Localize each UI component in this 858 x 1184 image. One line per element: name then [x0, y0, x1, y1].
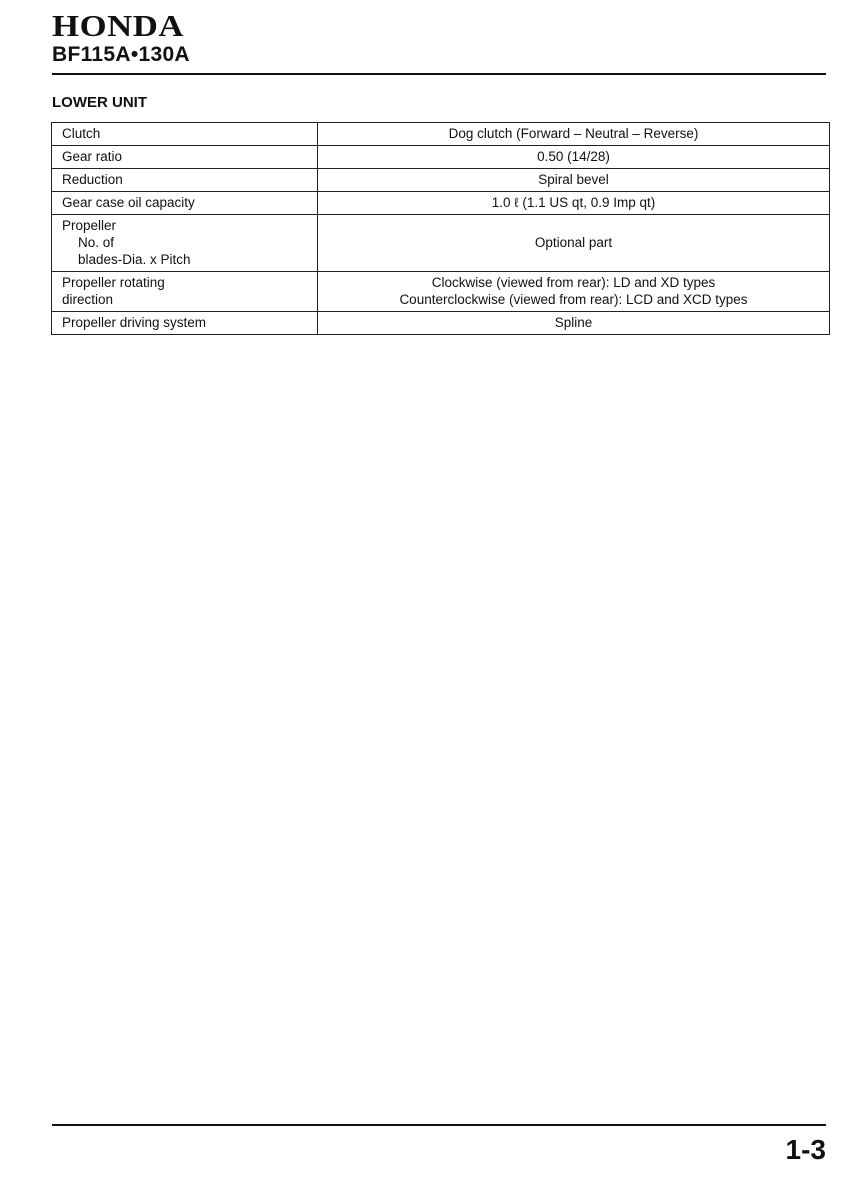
spec-sublabel: No. of — [78, 235, 115, 250]
spec-value: Counterclockwise (viewed from rear): LCD and XCD types — [399, 292, 748, 307]
table-row — [52, 146, 830, 169]
spec-label: direction — [62, 292, 114, 307]
spec-label: Propeller — [62, 218, 117, 233]
section-title: LOWER UNIT — [52, 94, 147, 111]
spec-label: Gear case oil capacity — [52, 192, 318, 215]
spec-label: Gear ratio — [52, 146, 318, 169]
spec-label: Propeller rotating — [62, 275, 165, 290]
table-row — [52, 169, 830, 192]
spec-label: Clutch — [52, 123, 318, 146]
spec-label: Propeller driving system — [52, 312, 318, 335]
header-rule — [52, 73, 826, 75]
spec-label-group — [52, 215, 318, 272]
spec-value: Dog clutch (Forward – Neutral – Reverse) — [318, 123, 830, 146]
table-row — [52, 215, 830, 272]
spec-value-group — [318, 272, 830, 312]
table-row — [52, 312, 830, 335]
table-row — [52, 192, 830, 215]
page-number: 1-3 — [785, 1134, 826, 1165]
spec-value: Spiral bevel — [318, 169, 830, 192]
table-row — [52, 272, 830, 312]
table-row — [52, 123, 830, 146]
spec-value: Clockwise (viewed from rear): LD and XD types — [431, 275, 716, 290]
spec-value: Optional part — [318, 215, 830, 272]
spec-value: Spline — [318, 312, 830, 335]
spec-label: Reduction — [52, 169, 318, 192]
spec-value: 0.50 (14/28) — [318, 146, 830, 169]
spec-value: 1.0 ℓ (1.1 US qt, 0.9 Imp qt) — [318, 192, 830, 215]
spec-sublabel: blades-Dia. x Pitch — [78, 252, 191, 267]
brand-logo: HONDA — [52, 8, 185, 43]
footer-rule — [52, 1124, 826, 1126]
specs-table — [51, 122, 830, 335]
spec-label-group — [52, 272, 318, 312]
model-title: BF115A•130A — [52, 43, 190, 66]
